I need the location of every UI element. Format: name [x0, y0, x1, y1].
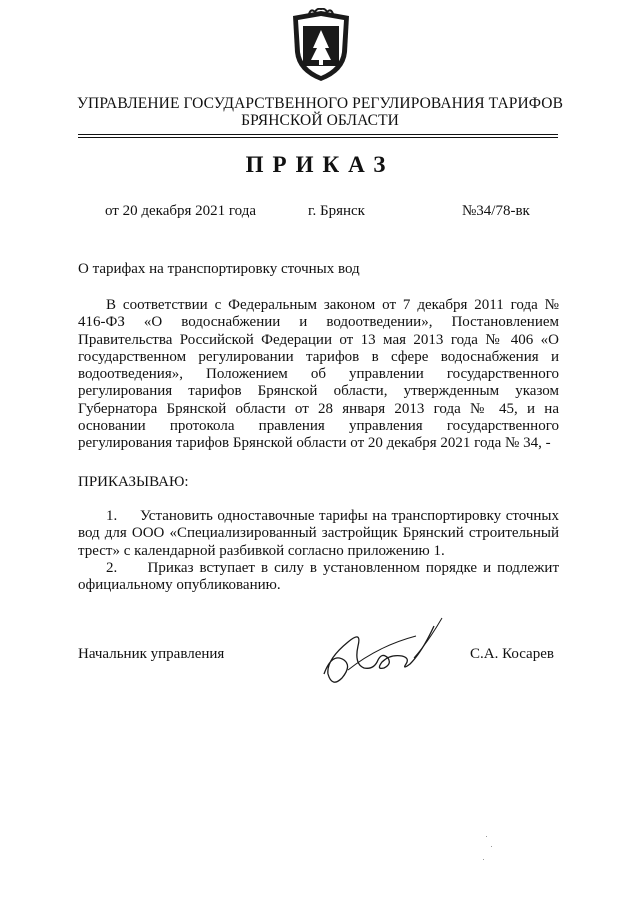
preamble-line: регулирования тарифов Брянской области от 20 декабря 2021 года № 34, -: [78, 435, 551, 452]
order-item-2: [78, 560, 559, 595]
preamble-line: основании протокола правления управления государственного: [78, 418, 559, 435]
signatory-role: Начальник управления: [78, 646, 225, 662]
preamble-line: государственном регулировании тарифов в сфере водоснабжения и: [78, 348, 559, 365]
document-date: от 20 декабря 2021 года: [105, 203, 257, 219]
handwritten-signature: [318, 612, 453, 692]
header-rule-bottom: [78, 137, 558, 138]
document-title: ПРИКАЗ: [245, 152, 395, 177]
header-rule-top: [78, 134, 558, 135]
item-line: вод для ООО «Специализированный застройщик Брянский строительный: [78, 525, 559, 542]
preamble-line: 416-ФЗ «О водоснабжении и водоотведении», Постановлением: [78, 314, 559, 331]
order-word: ПРИКАЗЫВАЮ:: [78, 474, 189, 490]
scan-speck: [486, 836, 487, 837]
preamble-line: водоотведения», Положением об управлении государственного: [78, 366, 559, 383]
preamble-line: В соответствии с Федеральным законом от 7 декабря 2011 года №: [106, 297, 559, 313]
coat-of-arms-icon: [289, 8, 353, 84]
scan-speck: [491, 846, 492, 847]
item-line: официальному опубликованию.: [78, 577, 281, 594]
item-line: 1. Установить одноставочные тарифы на транспортировку сточных: [106, 508, 559, 524]
org-name-line1: УПРАВЛЕНИЕ ГОСУДАРСТВЕННОГО РЕГУЛИРОВАНИЯ ТАРИФОВ: [76, 95, 564, 112]
item-line: 2. Приказ вступает в силу в установленном порядке и подлежит: [106, 560, 559, 576]
order-item-1: [78, 508, 559, 560]
org-name-line2: БРЯНСКОЙ ОБЛАСТИ: [241, 112, 399, 129]
document-subject: О тарифах на транспортировку сточных вод: [78, 261, 360, 277]
signatory-name: С.А. Косарев: [470, 646, 554, 662]
document-number: №34/78-вк: [462, 203, 530, 219]
preamble-line: регулирования тарифов Брянской области, утвержденным указом: [78, 383, 559, 400]
preamble-paragraph: [78, 297, 559, 453]
item-line: трест» с календарной разбивкой согласно приложению 1.: [78, 542, 445, 559]
scan-speck: [483, 859, 484, 860]
preamble-line: Губернатора Брянской области от 28 января 2013 года № 45, и на: [78, 400, 559, 417]
preamble-line: Правительства Российской Федерации от 13 мая 2013 года № 406 «О: [78, 331, 559, 348]
document-city: г. Брянск: [308, 203, 365, 219]
